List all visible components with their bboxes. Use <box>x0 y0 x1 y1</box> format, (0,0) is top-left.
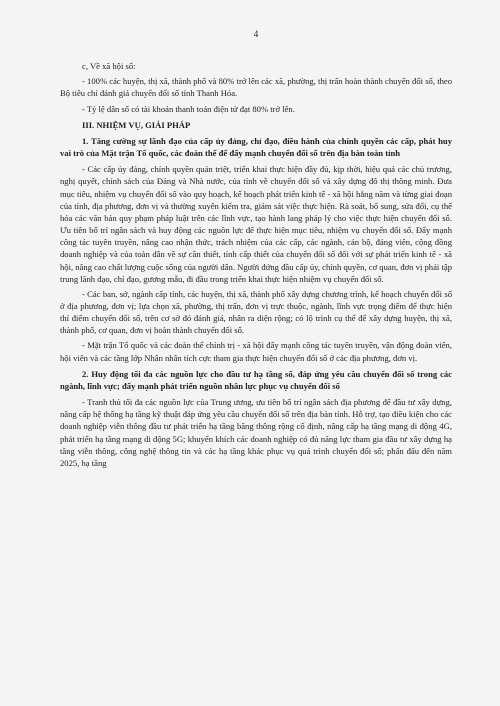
section-c-item-2: - Tỷ lệ dân số có tài khoản thanh toán điện tử đạt 80% trở lên. <box>82 103 295 114</box>
section-c-item-1: - 100% các huyện, thị xã, thành phố và 80% trở lên các xã, phường, thị trấn hoàn thành chuyển đổi số, theo Bộ tiêu chí đánh giá chuyển đổi số tỉnh Thanh Hóa. <box>60 76 452 99</box>
task-1-paragraph-1: - Các cấp ủy đảng, chính quyền quán triệt, triển khai thực hiện đầy đủ, kịp thời, hiệu quả các chủ trương, nghị quyết, chính sách của Đảng và Nhà nước, của tỉnh về chuyển đổi số và xây dựng đô thị thông minh. Đưa mục tiêu, nhiệm vụ chuyển đổi số vào quy hoạch, kế hoạch phát triển kinh tế - xã hội hằng năm và từng giai đoạn của tỉnh, địa phương, đơn vị và thường xuyên kiểm tra, giám sát việc thực hiện. Rà soát, bổ sung, sửa đổi, cụ thể hóa các văn bản quy phạm pháp luật trên các lĩnh vực, tạo hành lang pháp lý cho việc thực hiện chuyển đổi số. Ưu tiên bố trí ngân sách và huy động các nguồn lực để thực hiện mục tiêu, nhiệm vụ chuyển đổi số. Đẩy mạnh công tác tuyên truyền, nâng cao nhận thức, trách nhiệm của các cấp, các ngành, cán bộ, đảng viên, cộng đồng doanh nghiệp và của toàn dân về sự cần thiết, tính cấp thiết của chuyển đổi số đối với sự phát triển kinh tế - xã hội, nâng cao chất lượng cuộc sống của người dân. Người đứng đầu cấp ủy, chính quyền, cơ quan, đơn vị phải tập trung lãnh đạo, chỉ đạo, gương mẫu, đi đầu trong triển khai thực hiện nhiệm vụ chuyển đổi số. <box>60 164 452 284</box>
task-2-title: 2. Huy động tối đa các nguồn lực cho đầu tư hạ tầng số, đáp ứng yêu cầu chuyển đổi số trong các ngành, lĩnh vực; đẩy mạnh phát triển nguồn nhân lực phục vụ chuyển đổi số <box>60 368 452 391</box>
page-number: 4 <box>253 29 259 39</box>
section-c-title: c, Về xã hội số: <box>82 61 136 72</box>
task-2-paragraph-1: - Tranh thủ tối đa các nguồn lực của Trung ương, ưu tiên bố trí ngân sách địa phương để đầu tư xây dựng, nâng cấp hệ thống hạ tầng kỹ thuật đáp ứng yêu cầu chuyển đổi số trên địa bàn tỉnh. Hỗ trợ, tạo điều kiện cho các doanh nghiệp viễn thông đầu tư phát triển hạ tầng băng thông rộng cố định, nâng cấp hạ tầng mạng di động 4G, phát triển hạ tầng mạng di động 5G; khuyến khích các doanh nghiệp có đủ năng lực tham gia đầu tư xây dựng hạ tầng viễn thông, công nghệ thông tin và các hạ tầng khác phục vụ quá trình chuyển đổi số; phấn đấu đến năm 2025, hạ tầng <box>60 397 452 468</box>
task-1-title: 1. Tăng cường sự lãnh đạo của cấp ủy đảng, chỉ đạo, điều hành của chính quyền các cấp, phát huy vai trò của Mặt trận Tổ quốc, các đoàn thể để đẩy mạnh chuyển đổi số trên địa bàn toàn tỉnh <box>60 135 452 159</box>
task-1-paragraph-3: - Mặt trận Tổ quốc và các đoàn thể chính trị - xã hội đẩy mạnh công tác tuyên truyền, vận động đoàn viên, hội viên và các tầng lớp Nhân nhân tích cực tham gia thực hiện chuyển đổi số ở các địa phương, đơn vị. <box>60 340 452 363</box>
task-1-paragraph-2: - Các ban, sở, ngành cấp tỉnh, các huyện, thị xã, thành phố xây dựng chương trình, kế hoạch chuyển đổi số ở địa phương, đơn vị; lựa chọn xã, phường, thị trấn, đơn vị trực thuộc, ngành, lĩnh vực trọng điểm để thực hiện thí điểm chuyển đổi số, trên cơ sở đó đánh giá, nhân ra diện rộng; có lộ trình cụ thể để xây dựng huyện, thị xã, thành phố, cơ quan, đơn vị hoàn thành chuyển đổi số. <box>60 288 452 336</box>
section-iii-title: III. NHIỆM VỤ, GIẢI PHÁP <box>82 119 191 130</box>
